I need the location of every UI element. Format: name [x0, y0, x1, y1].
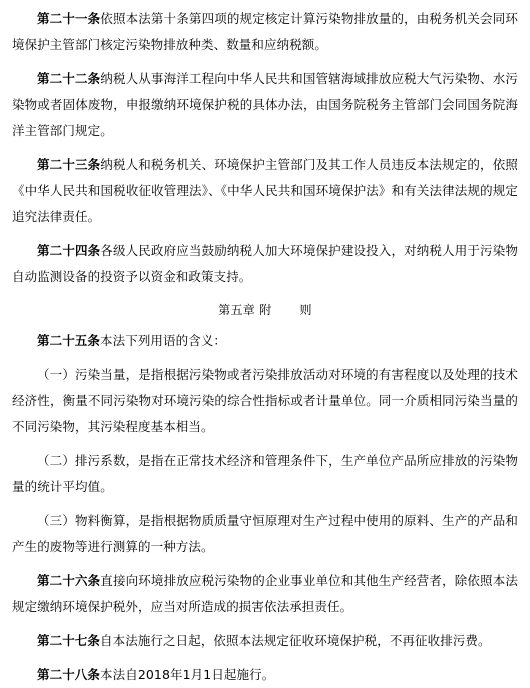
- article-text: 纳税人和税务机关、环境保护主管部门及其工作人员违反本法规定的，依照《中华人民共和国税收征收管理法》、《中华人民共和国环境保护法》和有关法律法规的规定追究法律责任。: [12, 157, 518, 224]
- article-number: 第二十七条: [37, 633, 101, 648]
- article-number: 第二十五条: [37, 333, 101, 348]
- article-22: [12, 66, 518, 144]
- definition-3: （三）物料衡算，是指根据物质质量守恒原理对生产过程中使用的原料、生产的产品和产生的废物等进行测算的一种方法。: [12, 513, 518, 554]
- definition-1: （一）污染当量，是指根据污染物或者污染排放活动对环境的有害程度以及处理的技术经济性，衡量不同污染物对环境污染的综合性指标或者计量单位。同一介质相同污染当量的不同污染物，其污染程度基本相当。: [12, 367, 518, 434]
- article-number: 第二十六条: [37, 573, 101, 588]
- article-number: 第二十八条: [37, 667, 101, 682]
- article-27: [12, 628, 518, 654]
- article-text: 纳税人从事海洋工程向中华人民共和国管辖海域排放应税大气污染物、水污染物或者固体废物，申报缴纳环境保护税的具体办法，由国务院税务主管部门会同国务院海洋主管部门规定。: [12, 71, 518, 138]
- article-24: [12, 238, 518, 290]
- article-number: 第二十三条: [37, 157, 101, 172]
- article-number: 第二十四条: [37, 243, 101, 258]
- definition-2: （二）排污系数，是指在正常技术经济和管理条件下，生产单位产品所应排放的污染物量的统计平均值。: [12, 453, 518, 494]
- chapter-title-word-1: 附: [259, 303, 272, 317]
- chapter-number: 第五章: [218, 303, 256, 317]
- article-25: [12, 328, 518, 354]
- article-26: [12, 568, 518, 620]
- article-text: 依照本法第十条第四项的规定核定计算污染物排放量的，由税务机关会同环境保护主管部门核定污染物排放种类、数量和应纳税额。: [12, 11, 518, 52]
- article-text: 各级人民政府应当鼓励纳税人加大环境保护建设投入，对纳税人用于污染物自动监测设备的投资予以资金和政策支持。: [12, 243, 518, 284]
- article-28: [12, 662, 518, 688]
- article-number: 第二十一条: [37, 11, 101, 26]
- article-21: [12, 6, 518, 58]
- article-23: [12, 152, 518, 230]
- article-text: 直接向环境排放应税污染物的企业事业单位和其他生产经营者，除依照本法规定缴纳环境保护税外，应当对所造成的损害依法承担责任。: [12, 573, 518, 614]
- chapter-title-word-2: 则: [299, 303, 312, 317]
- article-number: 第二十二条: [37, 71, 101, 86]
- chapter-heading: [12, 298, 518, 322]
- article-text: 自本法施行之日起，依照本法规定征收环境保护税，不再征收排污费。: [100, 633, 491, 648]
- article-text: 本法自2018年1月1日起施行。: [100, 667, 275, 682]
- article-text: 本法下列用语的含义：: [100, 333, 227, 348]
